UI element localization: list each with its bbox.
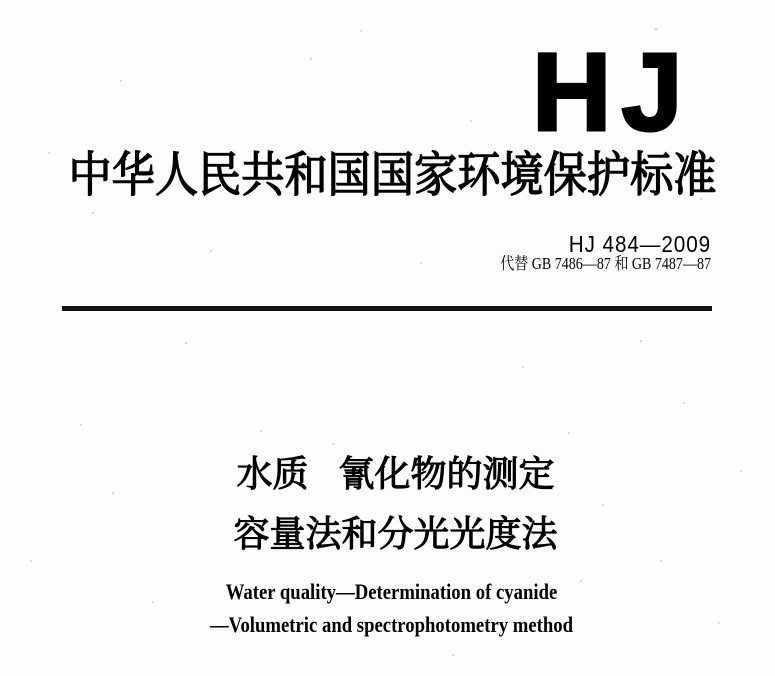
replaces-note: 代替 GB 7486—87 和 GB 7487—87 <box>500 254 711 273</box>
subject-title-cn-line2: 容量法和分光光度法 <box>233 513 558 554</box>
subject-title-cn-line1 <box>8 455 775 493</box>
standard-category-title: 中华人民共和国国家环境保护标准 <box>68 149 717 202</box>
subject-title-en-line1: Water quality—Determination of cyanide <box>225 579 558 604</box>
subject-title-en-line2: —Volumetric and spectrophotometry method <box>209 612 574 637</box>
standard-number: HJ 484—2009 <box>568 231 711 257</box>
subject-title-cn-line1-left: 水质 <box>236 453 309 494</box>
title-separator-rule <box>62 306 712 311</box>
subject-title-cn-line1-right: 氰化物的测定 <box>338 453 555 494</box>
scan-noise <box>0 0 2 2</box>
hj-logo: HJ <box>532 31 693 154</box>
